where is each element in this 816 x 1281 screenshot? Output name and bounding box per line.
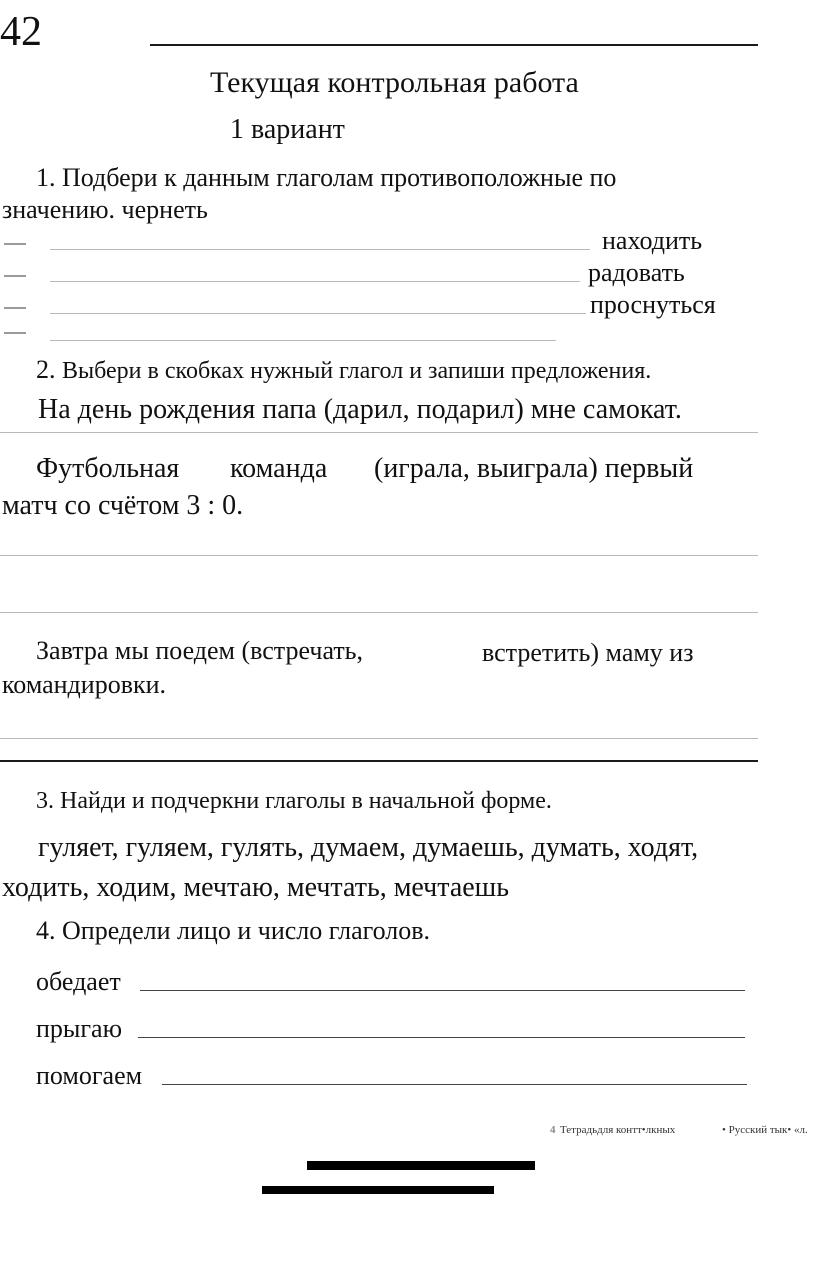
answer-line	[50, 340, 556, 341]
name-line	[150, 44, 758, 46]
answer-dash	[4, 275, 26, 277]
task3-instruction: 3. Найди и подчеркни глаголы в начальной форме.	[36, 788, 552, 814]
task1-text-line2: значению. чернеть	[2, 195, 208, 224]
task2-sentence2-line2: матч со счётом 3 : 0.	[2, 490, 244, 521]
answer-line	[138, 1037, 745, 1038]
footer-page-marker: 4	[550, 1124, 556, 1136]
worksheet-title: Текущая контрольная работа	[210, 66, 579, 99]
task1-answer-2: радовать	[588, 258, 685, 287]
task1-answer-3: проснуться	[590, 290, 716, 319]
answer-line	[0, 555, 758, 556]
answer-line	[0, 612, 758, 613]
task3-words-line2: ходить, ходим, мечтаю, мечтать, мечтаешь	[2, 872, 510, 903]
task2-sentence2-word3: (играла, выиграла) первый	[374, 453, 694, 484]
task2-number: 2.	[36, 355, 56, 384]
decorative-bar	[307, 1161, 535, 1170]
variant-label: 1 вариант	[230, 114, 345, 145]
answer-line	[140, 990, 745, 991]
answer-line	[162, 1084, 747, 1085]
answer-dash	[4, 243, 26, 245]
answer-line	[50, 249, 590, 250]
decorative-bar	[262, 1186, 494, 1194]
task4-instruction: 4. Определи лицо и число глаголов.	[36, 916, 431, 945]
answer-dash	[4, 332, 26, 334]
task2-sentence1: На день рождения папа (дарил, подарил) мне самокат.	[38, 394, 682, 425]
answer-line	[0, 432, 758, 433]
task1-answer-1: находить	[602, 226, 703, 255]
answer-line	[50, 313, 586, 314]
task1-number: 1.	[36, 163, 56, 192]
page-number: 42	[0, 9, 42, 55]
task3-words-line1: гуляет, гуляем, гулять, думаем, думаешь, думать, ходят,	[38, 832, 699, 863]
task4-verb-3: помогаем	[36, 1061, 143, 1090]
answer-line	[50, 281, 580, 282]
task2-sentence2-word2: команда	[230, 453, 328, 484]
footer-book-title: Тетрадьдля контт•лкных	[560, 1124, 676, 1136]
task2-sentence3-line2: командировки.	[2, 670, 167, 699]
task2-sentence3-part2: встретить) маму из	[482, 638, 694, 667]
task4-verb-1: обедает	[36, 967, 121, 996]
task2-instruction: Выбери в скобках нужный глагол и запиши предложения.	[62, 358, 652, 384]
section-divider	[0, 760, 758, 762]
task2-sentence3-part1: Завтра мы поедем (встречать,	[36, 636, 364, 665]
task2-sentence2-word1: Футбольная	[36, 453, 180, 484]
answer-line	[0, 738, 758, 739]
footer-subject: • Русский тык• «л.	[722, 1124, 808, 1136]
task1-text-line1: Подбери к данным глаголам противоположные по	[62, 163, 617, 192]
task4-verb-2: прыгаю	[36, 1014, 123, 1043]
answer-dash	[4, 307, 26, 309]
